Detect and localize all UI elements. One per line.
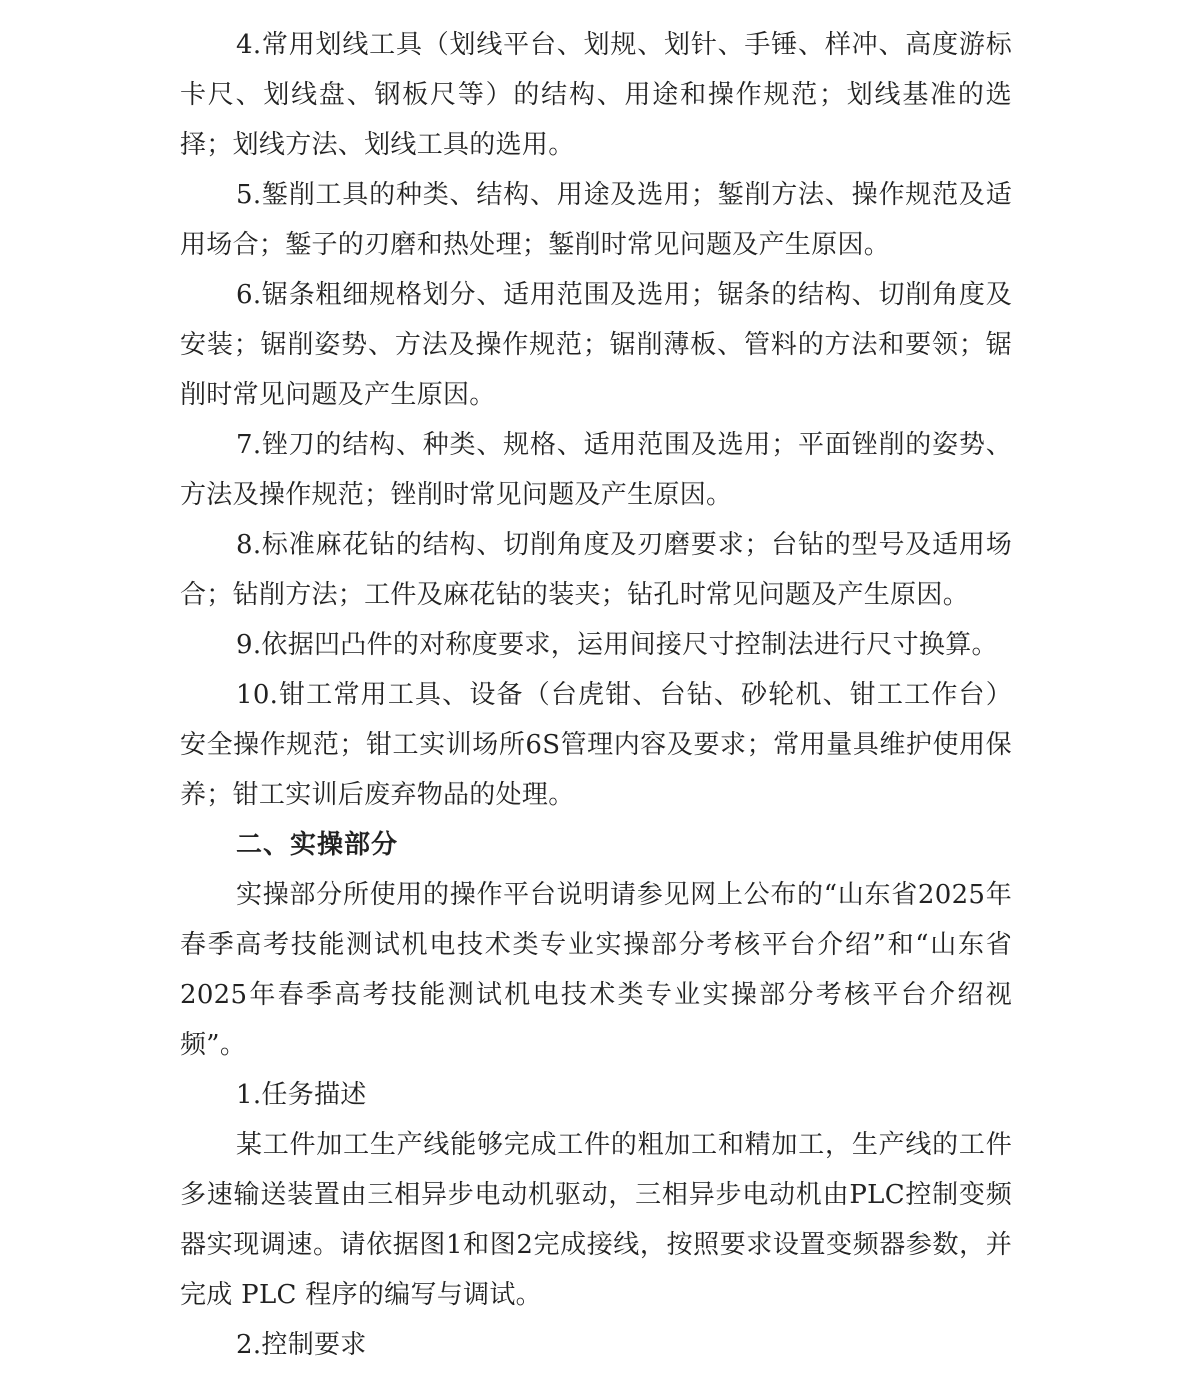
paragraph-10-safety: 10.钳工常用工具、设备（台虎钳、台钻、砂轮机、钳工工作台）安全操作规范；钳工实训场所6S管理内容及要求；常用量具维护使用保养；钳工实训后废弃物品的处理。	[180, 680, 1012, 810]
paragraph-4-marking-tools: 4.常用划线工具（划线平台、划规、划针、手锤、样冲、高度游标卡尺、划线盘、钢板尺等）的结构、用途和操作规范；划线基准的选择；划线方法、划线工具的选用。	[180, 30, 1012, 160]
paragraph-6-sawing: 6.锯条粗细规格划分、适用范围及选用；锯条的结构、切削角度及安装；锯削姿势、方法及操作规范；锯削薄板、管料的方法和要领；锯削时常见问题及产生原因。	[180, 280, 1012, 410]
paragraph-5-chiseling: 5.錾削工具的种类、结构、用途及选用；錾削方法、操作规范及适用场合；錾子的刃磨和热处理；錾削时常见问题及产生原因。	[180, 180, 1012, 260]
section-heading-practical: 二、实操部分	[236, 830, 399, 860]
paragraph-task-details: 某工件加工生产线能够完成工件的粗加工和精加工，生产线的工件多速输送装置由三相异步电动机驱动，三相异步电动机由PLC控制变频器实现调速。请依据图1和图2完成接线，按照要求设置变频器参数，并完成 PLC 程序的编写与调试。	[180, 1130, 1012, 1310]
subheading-task-description: 1.任务描述	[236, 1080, 367, 1110]
paragraph-9-symmetry: 9.依据凹凸件的对称度要求，运用间接尺寸控制法进行尺寸换算。	[236, 630, 998, 660]
paragraph-8-drilling: 8.标准麻花钻的结构、切削角度及刃磨要求；台钻的型号及适用场合；钻削方法；工件及麻花钻的装夹；钻孔时常见问题及产生原因。	[180, 530, 1012, 610]
paragraph-7-filing: 7.锉刀的结构、种类、规格、适用范围及选用；平面锉削的姿势、方法及操作规范；锉削时常见问题及产生原因。	[180, 430, 1012, 510]
paragraph-platform-intro: 实操部分所使用的操作平台说明请参见网上公布的“山东省2025年春季高考技能测试机电技术类专业实操部分考核平台介绍”和“山东省2025年春季高考技能测试机电技术类专业实操部分考核平台介绍视频”。	[180, 880, 1012, 1060]
subheading-control-requirements: 2.控制要求	[236, 1330, 367, 1360]
